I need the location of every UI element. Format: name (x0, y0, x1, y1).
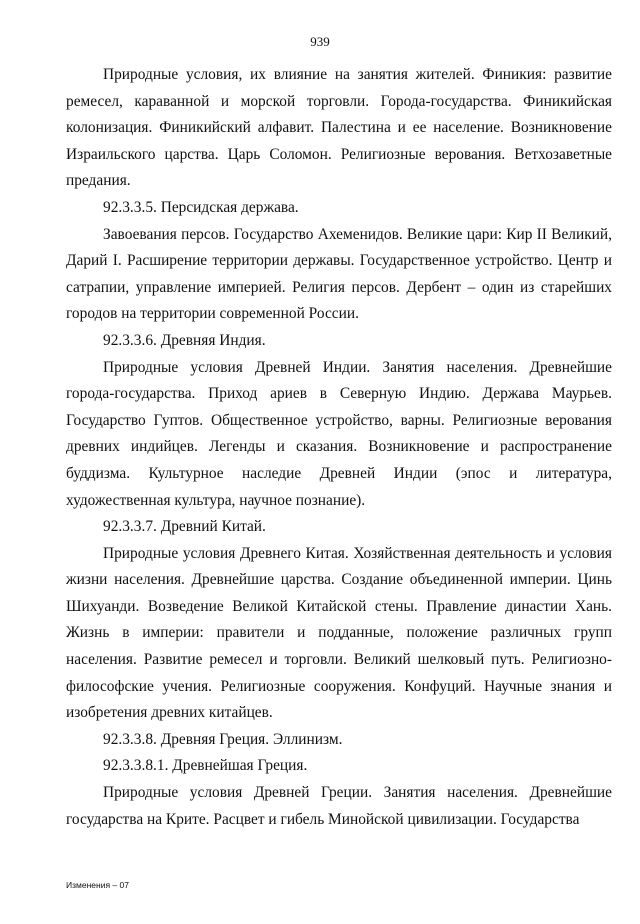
paragraph-india: Природные условия Древней Индии. Занятия населения. Древнейшие города-государства. Приход ариев в Северную Индию. Держава Маурьев. Государство Гуптов. Общественное устройство, варны. Религиозные верования древних индийцев. Легенды и сказания. Возникновение и распространение буддизма. Культурное наследие Древней Индии (эпос и литература, художественная культура, научное познание). (66, 358, 612, 509)
section-heading-ancient-greece: 92.3.3.8.1. Древнейшая Греция. (103, 757, 308, 775)
document-body (66, 62, 612, 833)
page-number: 939 (310, 34, 330, 49)
footer-revision: Изменения – 07 (66, 880, 129, 890)
paragraph-persia: Завоевания персов. Государство Ахеменидов. Великие цари: Кир II Великий, Дарий I. Расширение территории державы. Государственное устройство. Центр и сатрапии, управление империей. Религия персов. Дербент – один из старейших городов на территории современной России. (66, 225, 612, 323)
section-heading-persia: 92.3.3.5. Персидская держава. (103, 198, 299, 216)
paragraph-phoenicia: Природные условия, их влияние на занятия жителей. Финикия: развитие ремесел, караванной и морской торговли. Города-государства. Финикийская колонизация. Финикийский алфавит. Палестина и ее население. Возникновение Израильского царства. Царь Соломон. Религиозные верования. Ветхозаветные предания. (66, 66, 612, 190)
paragraph-greece: Природные условия Древней Греции. Занятия населения. Древнейшие государства на Крите. Расцвет и гибель Минойской цивилизации. Государства (66, 784, 612, 828)
section-heading-greece: 92.3.3.8. Древняя Греция. Эллинизм. (103, 730, 343, 748)
section-heading-china: 92.3.3.7. Древний Китай. (103, 518, 266, 536)
paragraph-china: Природные условия Древнего Китая. Хозяйственная деятельность и условия жизни населения. Древнейшие царства. Создание объединенной империи. Цинь Шихуанди. Возведение Великой Китайской стены. Правление династии Хань. Жизнь в империи: правители и подданные, положение различных групп населения. Развитие ремесел и торговли. Великий шелковый путь. Религиозно-философские учения. Религиозные сооружения. Конфуций. Научные знания и изобретения древних китайцев. (66, 544, 612, 722)
section-heading-india: 92.3.3.6. Древняя Индия. (103, 331, 266, 349)
